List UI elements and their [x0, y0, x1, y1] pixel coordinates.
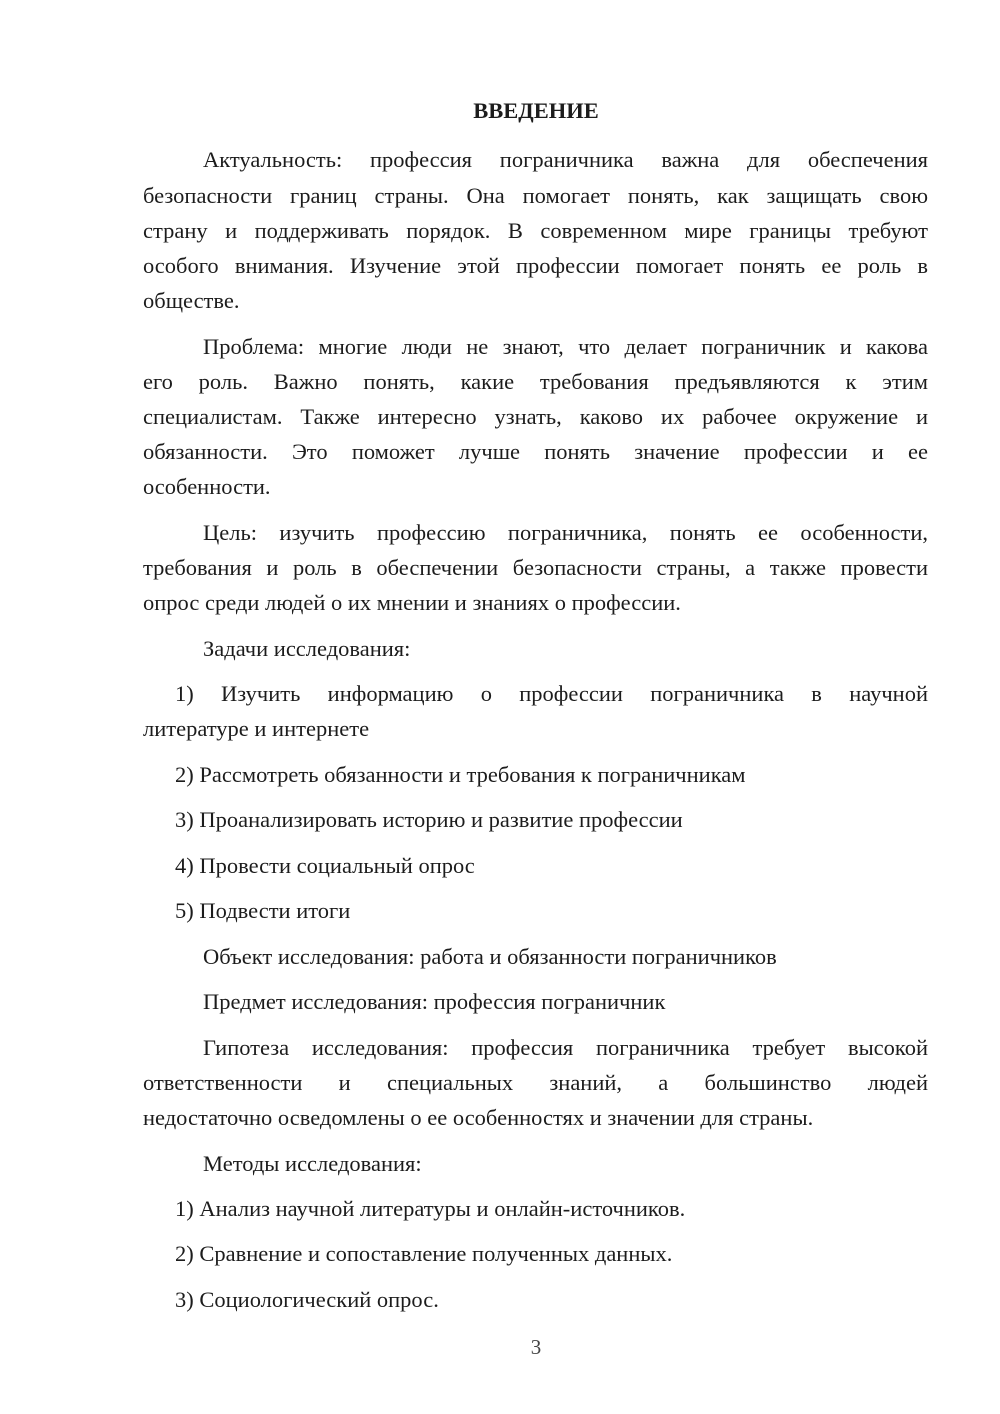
- problem-line-5: особенности.: [143, 474, 271, 499]
- problem-line-1: Проблема: многие люди не знают, что делает пограничник и какова: [203, 334, 928, 359]
- hypothesis-line-1: Гипотеза исследования: профессия пограничника требует высокой: [203, 1035, 928, 1060]
- method-3: 3) Социологический опрос.: [175, 1287, 439, 1312]
- hypothesis-line-2: ответственности и специальных знаний, а большинство людей: [143, 1070, 928, 1095]
- goal-line-1: Цель: изучить профессию пограничника, понять ее особенности,: [203, 520, 928, 545]
- relevance-line-2: безопасности границ страны. Она помогает понять, как защищать свою: [143, 183, 928, 208]
- task-2: 2) Рассмотреть обязанности и требования к пограничникам: [175, 762, 746, 787]
- hypothesis-line-3: недостаточно осведомлены о ее особенностях и значении для страны.: [143, 1105, 814, 1130]
- method-1: 1) Анализ научной литературы и онлайн-источников.: [175, 1196, 686, 1221]
- relevance-line-1: Актуальность: профессия пограничника важна для обеспечения: [203, 147, 928, 172]
- problem-line-4: обязанности. Это поможет лучше понять значение профессии и ее: [143, 439, 928, 464]
- task-1-line-2: литературе и интернете: [143, 716, 370, 741]
- goal-line-2: требования и роль в обеспечении безопасности страны, а также провести: [143, 555, 928, 580]
- task-4: 4) Провести социальный опрос: [175, 853, 475, 878]
- task-1-line-1: 1) Изучить информацию о профессии пограничника в научной: [175, 681, 928, 706]
- task-3: 3) Проанализировать историю и развитие профессии: [175, 807, 683, 832]
- relevance-line-3: страну и поддерживать порядок. В современном мире границы требуют: [143, 218, 928, 243]
- goal-line-3: опрос среди людей о их мнении и знаниях о профессии.: [143, 590, 681, 615]
- problem-line-2: его роль. Важно понять, какие требования предъявляются к этим: [143, 369, 928, 394]
- research-subject: Предмет исследования: профессия пограничник: [203, 989, 666, 1014]
- research-object: Объект исследования: работа и обязанности пограничников: [203, 944, 777, 969]
- relevance-line-5: обществе.: [143, 288, 240, 313]
- problem-line-3: специалистам. Также интересно узнать, каково их рабочее окружение и: [143, 404, 928, 429]
- page-number: 3: [530, 1335, 542, 1359]
- methods-heading: Методы исследования:: [203, 1151, 422, 1176]
- method-2: 2) Сравнение и сопоставление полученных данных.: [175, 1241, 673, 1266]
- tasks-heading: Задачи исследования:: [203, 636, 411, 661]
- section-title: ВВЕДЕНИЕ: [473, 98, 599, 123]
- task-5: 5) Подвести итоги: [175, 898, 351, 923]
- relevance-line-4: особого внимания. Изучение этой профессии помогает понять ее роль в: [143, 253, 928, 278]
